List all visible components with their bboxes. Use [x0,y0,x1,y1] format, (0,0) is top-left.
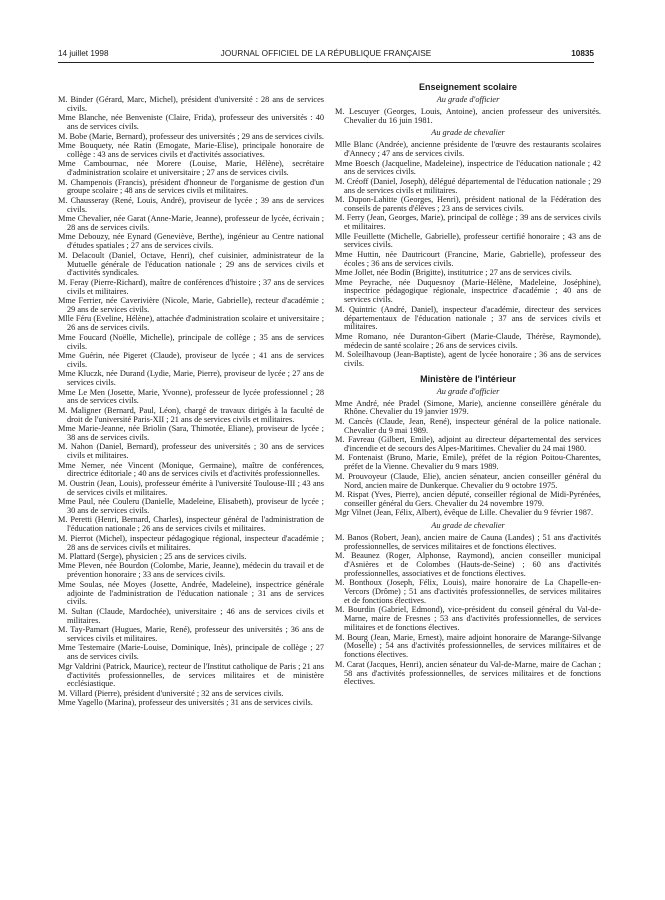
grade-officier-heading: Au grade d'officier [436,386,500,396]
nomination-entry: Mme Boesch (Jacqueline, Madeleine), inspectrice de l'éducation nationale ; 42 ans de services civils. [335,158,601,177]
section-title-interieur: Ministère de l'intérieur [420,373,516,384]
nomination-entry: Mme Paul, née Couleru (Danielle, Madeleine, Elisabeth), proviseur de lycée ; 30 ans de services civils. [58,497,324,516]
nomination-entry: M. Pierrot (Michel), inspecteur pédagogique régional, inspecteur d'académie ; 28 ans de services civils et militaires. [58,533,324,552]
grade-officier-heading: Au grade d'officier [436,94,500,104]
nomination-entry: M. Champenois (Francis), président d'honneur de l'organisme de gestion d'un groupe scolaire ; 48 ans de services civils et militaires. [58,177,324,196]
nomination-entry: Mme Debouzy, née Eynard (Geneviève, Berthe), ingénieur au Centre national d'études spatiales ; 27 ans de services civils. [58,232,324,251]
chevalier-list [335,141,601,369]
nomination-entry: M. Fontenaist (Bruno, Marie, Emile), préfet de la région Poitou-Charentes, préfet de la Vienne. Chevalier du 9 mars 1989. [335,453,601,472]
nomination-entry: Mme Nemer, née Vincent (Monique, Germaine), maître de conférences, directrice éditoriale ; 40 ans de services civils et d'activités professionnelles. [58,460,324,479]
nomination-entry: Mlle Blanc (Andrée), ancienne présidente de l'œuvre des restaurants scolaires d'Annecy ; 47 ans de services civils. [335,140,601,159]
nomination-entry: Mme Jollet, née Bodin (Brigitte), institutrice ; 27 ans de services civils. [335,268,572,278]
nomination-entry: Mme Ferrier, née Caverivière (Nicole, Marie, Gabrielle), recteur d'académie ; 29 ans de services civils. [58,296,324,314]
nomination-entry: M. Bobe (Marie, Bernard), professeur des universités ; 29 ans de services civils. [58,131,324,141]
nomination-entry: Mme Huttin, née Dautricourt (Francine, Marie, Gabrielle), professeur des écoles ; 36 ans de services civils. [335,249,601,268]
nomination-entry: Mme Peyrache, née Duquesnoy (Marie-Hélène, Madeleine, Joséphine), inspectrice pédagogique régionale, inspectrice d'académie ; 40 ans de services civils. [335,277,601,305]
nomination-entry: Mme Blanche, née Benveniste (Claire, Frida), professeur des universités : 40 ans de services civils. [58,113,324,132]
section-title-enseignement: Enseignement scolaire [418,82,518,92]
grade-chevalier-heading: Au grade de chevalier [431,128,505,138]
journal-title: JOURNAL OFFICIEL DE LA RÉPUBLIQUE FRANÇAISE [220,49,432,58]
nomination-entry: M. Bourdin (Gabriel, Edmond), vice-président du conseil général du Val-de-Marne, maire de Fresnes ; 53 ans d'activités professionnelles, de services militaires et de fonctions électives. [335,605,601,633]
officier-list [335,108,601,126]
nomination-entry: Mme Marie-Jeanne, née Briolin (Sara, Thimotée, Eliane), proviseur de lycée ; 38 ans de services civils. [58,424,324,442]
nomination-entry: M. Créoff (Daniel, Joseph), délégué départemental de l'éducation nationale ; 29 ans de services civils et militaires. [335,176,601,195]
nomination-entry: Mme Guérin, née Pigeret (Claude), proviseur de lycée ; 41 ans de services civils. [58,350,324,369]
page-header [58,49,594,63]
nomination-entry: M. Feray (Pierre-Richard), maître de conférences d'histoire ; 37 ans de services civils et militaires. [58,277,324,296]
nomination-entry: M. Sultan (Claude, Mardochée), universitaire ; 46 ans de services civils et militaires. [58,606,324,625]
nomination-entry: Mme Kluczk, née Durand (Lydie, Marie, Pierre), proviseur de lycée ; 27 ans de services civils. [58,369,324,388]
nomination-entry: Mlle Féru (Eveline, Hélène), attachée d'administration scolaire et universitaire ; 26 ans de services civils. [58,314,324,333]
nomination-entry: M. Delacoult (Daniel, Octave, Henri), chef cuisinier, administrateur de la Mutuelle générale de l'éducation nationale ; 29 ans de services civils et d'activités syndicales. [58,250,324,278]
nomination-entry: Mme Cambournac, née Morere (Louise, Marie, Hélène), secrétaire d'administration scolaire et universitaire ; 27 ans de services civils. [58,159,324,178]
page-number: 10835 [571,49,594,58]
nomination-entry: M. Nahon (Daniel, Bernard), professeur des universités ; 30 ans de services civils et militaires. [58,442,324,461]
nomination-entry: Mlle Feuillette (Michelle, Gabrielle), professeur certifié honoraire ; 43 ans de services civils. [335,231,601,250]
right-column [335,83,601,688]
nomination-entry: M. Oustrin (Jean, Louis), professeur émérite à l'université Toulouse-III ; 43 ans de services civils et militaires. [58,478,324,497]
nomination-entry: Mme Foucard (Noëlle, Michelle), principale de collège ; 35 ans de services civils. [58,332,324,351]
nomination-entry: M. Cancès (Claude, Jean, René), inspecteur général de la police nationale. Chevalier du 9 mai 1989. [335,416,601,435]
nomination-entry: M. Bonthoux (Joseph, Félix, Louis), maire honoraire de La Chapelle-en-Vercors (Drôme) ; 51 ans d'activités professionnelles, de services militaires et de fonctions électives. [335,578,601,605]
nomination-entry: Mgr Vilnet (Jean, Félix, Albert), évêque de Lille. Chevalier du 9 février 1987. [335,508,594,518]
grade-chevalier-heading: Au grade de chevalier [431,521,505,531]
nomination-entry: Mme André, née Pradel (Simone, Marie), ancienne conseillère générale du Rhône. Chevalier du 19 janvier 1979. [335,398,601,417]
nomination-entry: M. Banos (Robert, Jean), ancien maire de Cauna (Landes) ; 51 ans d'activités professionnelles, de services militaires et de fonctions électives. [335,532,601,551]
nomination-entry: M. Beaunez (Roger, Alphonse, Raymond), ancien conseiller municipal d'Asnières et de Colombes (Hauts-de-Seine) ; 60 ans d'activités professionnelles, associatives et de fonctions électives. [335,551,601,578]
nomination-entry: M. Favreau (Gilbert, Emile), adjoint au directeur départemental des services d'incendie et de secours des Alpes-Maritimes. Chevalier du 24 mai 1980. [335,435,601,453]
nomination-entry: Mme Pleven, née Bourdon (Colombe, Marie, Jeanne), médecin du travail et de prévention honoraire ; 33 ans de services civils. [58,561,324,580]
nomination-entry: M. Lescuyer (Georges, Louis, Antoine), ancien professeur des universités. Chevalier du 16 juin 1981. [335,106,601,125]
nomination-entry: M. Soleilhavoup (Jean-Baptiste), agent de lycée honoraire ; 36 ans de services civils. [335,350,601,368]
officier-list [335,400,601,519]
chevalier-list [335,534,601,687]
nomination-entry: M. Rispat (Yves, Pierre), ancien député, conseiller régional de Midi-Pyrénées, conseiller général du Gers. Chevalier du 24 novembre 1979. [335,489,601,508]
nomination-entry: M. Carat (Jacques, Henri), ancien sénateur du Val-de-Marne, maire de Cachan ; 58 ans d'activités professionnelles, de services militaires et de fonctions électives. [335,659,601,687]
nomination-entry: M. Dupon-Lahitte (Georges, Henri), président national de la Fédération des conseils de parents d'élèves ; 23 ans de services civils. [335,195,601,213]
nomination-entry: M. Bourg (Jean, Marie, Ernest), maire adjoint honoraire de Marange-Silvange (Moselle) ; 54 ans d'activités professionnelles, de services militaires et de fonctions électives. [335,632,601,660]
nomination-entry: Mme Soulas, née Moyes (Josette, Andrée, Madeleine), inspectrice générale adjointe de l'administration de l'éducation nationale ; 31 ans de services civils. [58,579,324,607]
nomination-entry: M. Ferry (Jean, Georges, Marie), principal de collège ; 39 ans de services civils et militaires. [335,213,601,232]
nomination-entry: Mgr Valdrini (Patrick, Maurice), recteur de l'Institut catholique de Paris ; 21 ans d'activités professionnelles, de services militaires et de ministère ecclésiastique. [58,661,324,689]
nomination-entry: Mme Bouquety, née Ratin (Emogate, Marie-Elise), principale honoraire de collège : 43 ans de services civils et d'activités associatives. [58,141,324,159]
nomination-entry: Mme Le Men (Josette, Marie, Yvonne), professeur de lycée professionnel ; 28 ans de services civils. [58,387,324,406]
header-date: 14 juillet 1998 [58,49,109,58]
left-column [58,96,324,709]
nomination-entry: M. Villard (Pierre), président d'université ; 32 ans de services civils. [58,688,284,698]
nomination-entry: M. Peretti (Henri, Bernard, Charles), inspecteur général de l'administration de l'éducation nationale ; 26 ans de services civils et militaires. [58,515,324,534]
nomination-entry: M. Chausseray (René, Louis, André), proviseur de lycée ; 39 ans de services civils. [58,195,324,214]
nomination-entry: M. Quintric (André, Daniel), inspecteur d'académie, directeur des services départementaux de l'éducation nationale ; 37 ans de services civils et militaires. [335,304,601,332]
nomination-entry: Mme Chevalier, née Garat (Anne-Marie, Jeanne), professeur de lycée, écrivain ; 28 ans de services civils. [58,214,324,232]
nomination-entry: M. Plattard (Serge), physicien ; 25 ans de services civils. [58,552,247,562]
header-rule [58,62,594,63]
nomination-entry: M. Prouvoyeur (Claude, Elie), ancien sénateur, ancien conseiller général du Nord, ancien maire de Dunkerque. Chevalier du 9 octobre 1975. [335,471,601,490]
nomination-entry: Mme Yagello (Marina), professeur des universités ; 31 ans de services civils. [58,698,313,708]
nomination-entry: Mme Testemaire (Marie-Louise, Dominique, Inès), principale de collège ; 27 ans de services civils. [58,643,324,662]
nomination-entry: M. Tay-Pamart (Hugues, Marie, René), professeur des universités ; 36 ans de services civils et militaires. [58,625,324,643]
nomination-entry: Mme Romano, née Duranton-Gibert (Marie-Claude, Thérèse, Raymonde), médecin de santé scolaire ; 26 ans de services civils. [335,331,601,350]
nomination-entry: M. Binder (Gérard, Marc, Michel), président d'université : 28 ans de services civils. [58,95,324,113]
nomination-entry: M. Maligner (Bernard, Paul, Léon), chargé de travaux dirigés à la faculté de droit de l'université Paris-XII ; 21 ans de services civils et militaires. [58,405,324,424]
